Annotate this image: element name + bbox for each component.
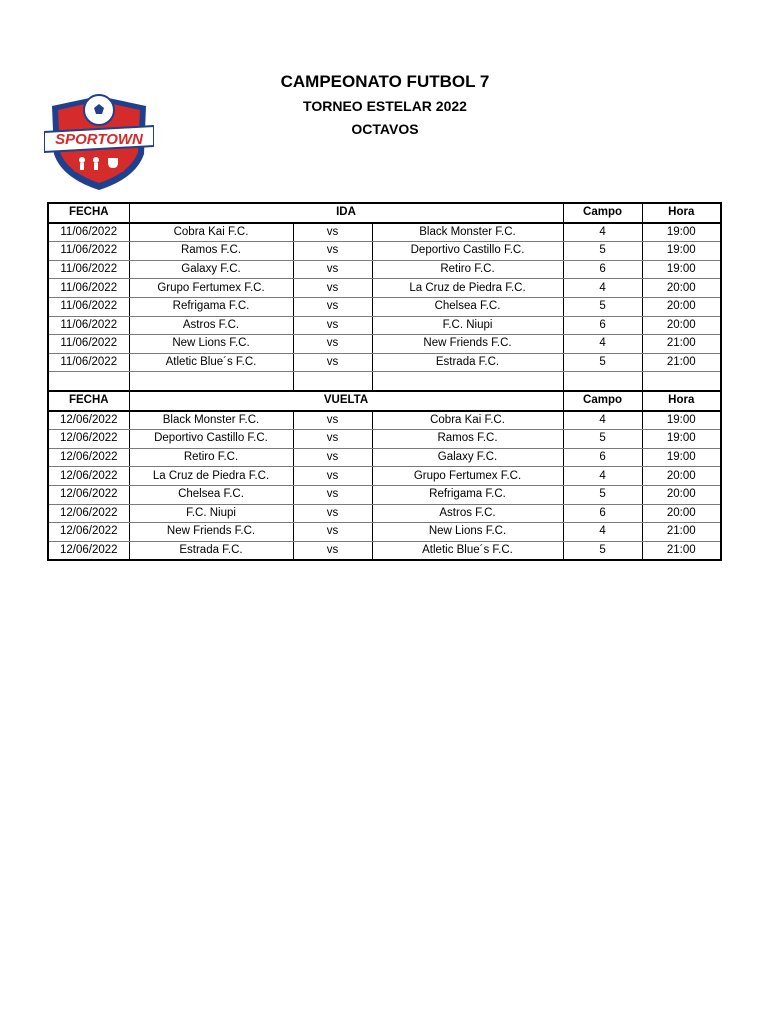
away-team: Black Monster F.C. (372, 223, 563, 242)
match-date: 12/06/2022 (48, 504, 129, 523)
table-row (48, 448, 721, 467)
hora-column-header: Hora (642, 203, 721, 223)
ida-header-row (48, 203, 721, 223)
vs-label: vs (293, 541, 372, 560)
table-row (48, 504, 721, 523)
match-time: 19:00 (642, 260, 721, 279)
home-team: Astros F.C. (129, 316, 293, 335)
table-row (48, 297, 721, 316)
vs-label: vs (293, 448, 372, 467)
table-row (48, 260, 721, 279)
field-number: 4 (563, 467, 642, 486)
page-title: CAMPEONATO FUTBOL 7 (280, 72, 490, 91)
spacer-row (48, 372, 721, 391)
match-date: 12/06/2022 (48, 411, 129, 430)
match-time: 21:00 (642, 335, 721, 354)
field-number: 5 (563, 242, 642, 261)
match-date: 12/06/2022 (48, 467, 129, 486)
away-team: Deportivo Castillo F.C. (372, 242, 563, 261)
field-number: 5 (563, 353, 642, 372)
home-team: La Cruz de Piedra F.C. (129, 467, 293, 486)
match-date: 12/06/2022 (48, 430, 129, 449)
match-date: 11/06/2022 (48, 279, 129, 298)
vs-label: vs (293, 297, 372, 316)
vs-label: vs (293, 485, 372, 504)
match-date: 11/06/2022 (48, 242, 129, 261)
match-time: 20:00 (642, 504, 721, 523)
field-number: 5 (563, 541, 642, 560)
match-date: 12/06/2022 (48, 485, 129, 504)
vuelta-leg-label: VUELTA (129, 391, 563, 411)
vuelta-header-row (48, 391, 721, 411)
vs-label: vs (293, 335, 372, 354)
empty-cell (48, 372, 129, 391)
table-row (48, 430, 721, 449)
away-team: Refrigama F.C. (372, 485, 563, 504)
table-row (48, 541, 721, 560)
date-column-header: FECHA (48, 203, 129, 223)
home-team: Deportivo Castillo F.C. (129, 430, 293, 449)
field-number: 4 (563, 335, 642, 354)
vs-label: vs (293, 260, 372, 279)
field-number: 6 (563, 448, 642, 467)
campo-column-header: Campo (563, 391, 642, 411)
empty-cell (129, 372, 293, 391)
table-row (48, 335, 721, 354)
home-team: Estrada F.C. (129, 541, 293, 560)
field-number: 5 (563, 430, 642, 449)
field-number: 4 (563, 523, 642, 542)
away-team: Chelsea F.C. (372, 297, 563, 316)
vs-label: vs (293, 411, 372, 430)
field-number: 6 (563, 260, 642, 279)
away-team: Cobra Kai F.C. (372, 411, 563, 430)
campo-column-header: Campo (563, 203, 642, 223)
match-time: 20:00 (642, 316, 721, 335)
match-time: 19:00 (642, 411, 721, 430)
table-row (48, 523, 721, 542)
vs-label: vs (293, 430, 372, 449)
table-row (48, 242, 721, 261)
away-team: La Cruz de Piedra F.C. (372, 279, 563, 298)
away-team: Astros F.C. (372, 504, 563, 523)
field-number: 6 (563, 316, 642, 335)
fixtures-table (47, 202, 722, 561)
home-team: F.C. Niupi (129, 504, 293, 523)
empty-cell (372, 372, 563, 391)
match-date: 12/06/2022 (48, 448, 129, 467)
table-row (48, 353, 721, 372)
home-team: New Lions F.C. (129, 335, 293, 354)
match-time: 19:00 (642, 223, 721, 242)
match-date: 11/06/2022 (48, 335, 129, 354)
field-number: 6 (563, 504, 642, 523)
away-team: Retiro F.C. (372, 260, 563, 279)
table-row (48, 279, 721, 298)
match-time: 21:00 (642, 523, 721, 542)
home-team: New Friends F.C. (129, 523, 293, 542)
match-date: 12/06/2022 (48, 523, 129, 542)
home-team: Refrigama F.C. (129, 297, 293, 316)
table-row (48, 316, 721, 335)
field-number: 4 (563, 411, 642, 430)
match-date: 11/06/2022 (48, 297, 129, 316)
field-number: 5 (563, 485, 642, 504)
away-team: New Friends F.C. (372, 335, 563, 354)
home-team: Galaxy F.C. (129, 260, 293, 279)
match-date: 11/06/2022 (48, 260, 129, 279)
match-time: 20:00 (642, 485, 721, 504)
vs-label: vs (293, 504, 372, 523)
logo-wordmark: SPORTOWN (55, 131, 143, 148)
match-date: 12/06/2022 (48, 541, 129, 560)
home-team: Ramos F.C. (129, 242, 293, 261)
vs-label: vs (293, 279, 372, 298)
table-row (48, 485, 721, 504)
date-column-header: FECHA (48, 391, 129, 411)
vs-label: vs (293, 467, 372, 486)
home-team: Cobra Kai F.C. (129, 223, 293, 242)
home-team: Atletic Blue´s F.C. (129, 353, 293, 372)
away-team: Atletic Blue´s F.C. (372, 541, 563, 560)
home-team: Chelsea F.C. (129, 485, 293, 504)
vs-label: vs (293, 523, 372, 542)
match-date: 11/06/2022 (48, 223, 129, 242)
sportown-logo (44, 92, 154, 192)
match-time: 19:00 (642, 448, 721, 467)
table-row (48, 467, 721, 486)
match-time: 21:00 (642, 541, 721, 560)
away-team: F.C. Niupi (372, 316, 563, 335)
away-team: Estrada F.C. (372, 353, 563, 372)
runner-icon (93, 157, 99, 163)
field-number: 5 (563, 297, 642, 316)
match-time: 20:00 (642, 297, 721, 316)
away-team: Grupo Fertumex F.C. (372, 467, 563, 486)
stage-label: OCTAVOS (351, 121, 419, 137)
match-date: 11/06/2022 (48, 316, 129, 335)
home-team: Grupo Fertumex F.C. (129, 279, 293, 298)
empty-cell (642, 372, 721, 391)
away-team: Ramos F.C. (372, 430, 563, 449)
home-team: Black Monster F.C. (129, 411, 293, 430)
cup-icon (108, 158, 118, 168)
away-team: New Lions F.C. (372, 523, 563, 542)
hora-column-header: Hora (642, 391, 721, 411)
ida-leg-label: IDA (129, 203, 563, 223)
away-team: Galaxy F.C. (372, 448, 563, 467)
match-time: 19:00 (642, 242, 721, 261)
table-row (48, 411, 721, 430)
vs-label: vs (293, 223, 372, 242)
empty-cell (293, 372, 372, 391)
home-team: Retiro F.C. (129, 448, 293, 467)
empty-cell (563, 372, 642, 391)
athlete-icon (79, 157, 85, 163)
tournament-name: TORNEO ESTELAR 2022 (303, 98, 467, 114)
match-time: 20:00 (642, 467, 721, 486)
match-time: 21:00 (642, 353, 721, 372)
table-row (48, 223, 721, 242)
field-number: 4 (563, 223, 642, 242)
match-time: 19:00 (642, 430, 721, 449)
match-date: 11/06/2022 (48, 353, 129, 372)
vs-label: vs (293, 316, 372, 335)
match-time: 20:00 (642, 279, 721, 298)
field-number: 4 (563, 279, 642, 298)
vs-label: vs (293, 242, 372, 261)
vs-label: vs (293, 353, 372, 372)
